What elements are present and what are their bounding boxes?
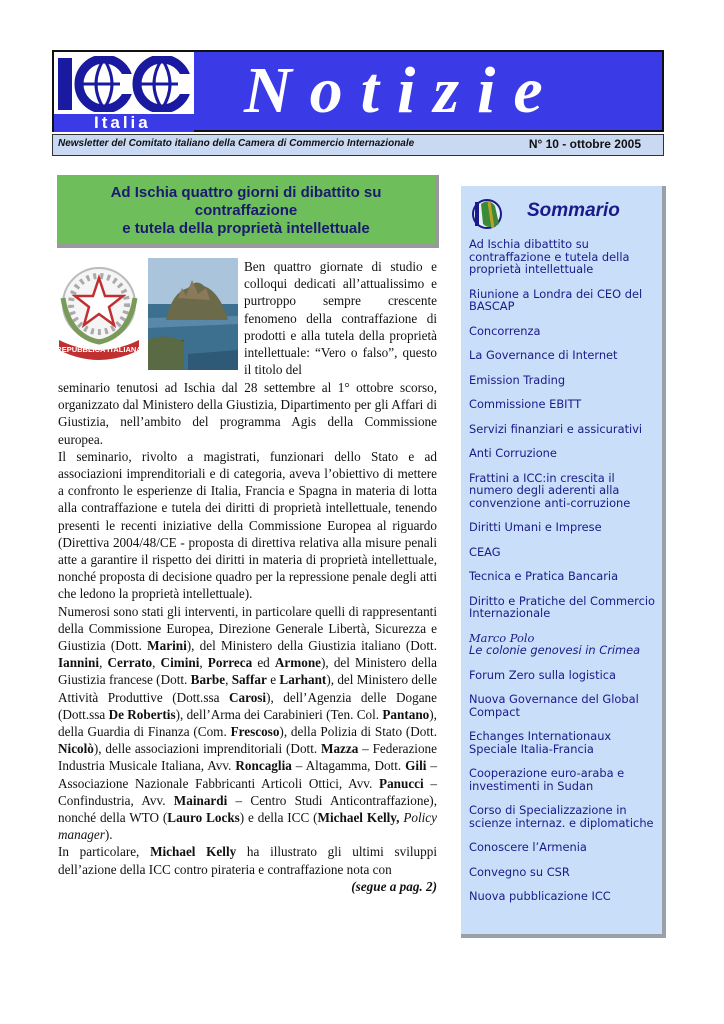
- emblem-ribbon-text: REPUBBLICA ITALIANA: [56, 345, 142, 354]
- toc-item[interactable]: Emission Trading: [469, 372, 566, 387]
- text-run: ,: [225, 672, 232, 688]
- headline-line-2: contraffazione: [194, 202, 298, 219]
- toc-item[interactable]: Marco Polo Le colonie genovesi in Crimea: [469, 632, 659, 657]
- article-paragraph-2: Il seminario, rivolto a magistrati, funzionari dello Stato e ad associazioni imprenditoriali e di categoria, aveva l’obiettivo di mettere a confronto le esperienze di Italia, Francia e Spagna in materia di lotta alla contraffazione e tutela dei diritti di proprietà intellettuale, tenendo presenti le recenti iniziative della Commissione Europea al riguardo (Direttiva 2004/48/CE - proposta di direttiva relativa alla misure penali atte a garantire il rispetto dei diritti in materia di proprietà intellettuale, nonché proposta di decisione quadro per la repressione penale degli atti che ledono la proprietà intellettuale).: [58, 448, 437, 602]
- bold-name: Barbe: [190, 672, 226, 688]
- issue-number: N° 10 - ottobre 2005: [528, 137, 641, 151]
- text-run: ,: [152, 655, 161, 671]
- article-headline: [57, 175, 439, 248]
- bold-name: Panucci: [379, 775, 424, 791]
- toc-item[interactable]: Convegno su CSR: [469, 864, 570, 879]
- headline-line-1: Ad Ischia quattro giorni di dibattito su: [110, 184, 382, 201]
- bold-name: Porreca: [207, 655, 253, 671]
- text-run: – Centro Studi Anticontraffazione), nonché della WTO (: [58, 792, 437, 826]
- article-intro-text: Ben quattro giornate di studio e colloqui dedicati all’attualissimo e purtroppo sempre crescente fenomeno della contraffazione di prodotti e alla tutela della proprietà intellettuale: “Vero o falso”, questo il titolo del: [244, 259, 437, 378]
- ischia-photo: [148, 258, 238, 370]
- newsletter-title: Notizie: [244, 54, 561, 127]
- bold-name: Cerrato: [107, 655, 153, 671]
- text-run: ), del Ministero della Giustizia italiano (Dott.: [186, 638, 437, 654]
- text-run: – Altagamma, Dott.: [291, 758, 406, 774]
- toc-item[interactable]: Commissione EBITT: [469, 397, 582, 411]
- newsletter-label: Newsletter del Comitato italiano della Camera di Commercio Internazionale: [58, 138, 415, 149]
- continued-link[interactable]: (segue a pag. 2): [351, 878, 437, 894]
- toc-item[interactable]: Conoscere l’Armenia: [469, 840, 587, 854]
- bold-name: Michael Kelly,: [317, 810, 400, 826]
- bold-name: Marini: [147, 638, 187, 654]
- toc-item[interactable]: Anti Corruzione: [469, 446, 557, 460]
- bold-name: De Robertis: [108, 706, 176, 722]
- toc-item[interactable]: Diritto e Pratiche del Commercio Internazionale: [469, 593, 655, 620]
- text-run: – Federazione Industria Musicale Italiana, Avv.: [58, 741, 438, 774]
- bold-name: Frescoso: [230, 724, 280, 740]
- text-run: ), dell’Agenzia delle Dogane (Dott.ssa: [58, 689, 437, 722]
- icc-logo-icon: [58, 56, 192, 112]
- text-run: ha illustrato gli ultimi sviluppi dell’azione della ICC contro pirateria e contraffazione nota con: [58, 844, 437, 877]
- toc-item[interactable]: Corso di Specializzazione in scienze internaz. e diplomatiche: [469, 803, 654, 830]
- text-run: ) e della ICC (: [239, 810, 318, 826]
- bold-name: Cimini: [160, 655, 200, 671]
- toc-list: [469, 238, 659, 915]
- text-run: – Associazione Nazionale Fabbricanti Articoli Ottici, Avv.: [58, 758, 437, 791]
- italic-text: Policy manager: [58, 810, 437, 843]
- toc-item[interactable]: Nuova Governance del Global Compact: [469, 692, 639, 719]
- bold-name: Michael Kelly: [150, 844, 237, 860]
- toc-item[interactable]: Nuova pubblicazione ICC: [469, 889, 611, 903]
- bold-name: Carosi: [228, 689, 267, 705]
- bold-name: Armone: [274, 655, 322, 671]
- text-run: ), dell’Arma dei Carabinieri (Ten. Col.: [175, 706, 383, 722]
- logo-country: Italia: [54, 114, 194, 132]
- toc-item[interactable]: CEAG: [469, 544, 501, 559]
- text-run: ), del Ministero della Giustizia francese (Dott.: [58, 655, 438, 688]
- bold-name: Larhant: [279, 672, 327, 688]
- ischia-castle-image: [148, 258, 238, 370]
- icc-logo: [54, 52, 194, 130]
- article-paragraph-1: seminario tenutosi ad Ischia dal 28 settembre al 1° ottobre scorso, organizzato dal Ministero della Giustizia, Dipartimento per gli Affari di Giustizia, nell’ambito del programma Agis della Commissione europea.: [58, 380, 437, 447]
- toc-item[interactable]: La Governance di Internet: [469, 348, 618, 362]
- toc-item-subtitle: Le colonie genovesi in Crimea: [469, 643, 641, 657]
- toc-item[interactable]: Echanges Internationaux Speciale Italia-Francia: [469, 729, 612, 756]
- subtitle-bar: [52, 134, 664, 156]
- text-run: ,: [199, 655, 208, 671]
- text-run: ).: [104, 827, 113, 843]
- article-paragraph-4: [58, 843, 437, 877]
- table-of-contents: [461, 186, 666, 938]
- text-run: ), della Guardia di Finanza (Com.: [58, 706, 437, 740]
- text-run: ed: [252, 655, 275, 671]
- italian-republic-emblem: [55, 258, 143, 362]
- masthead: [52, 50, 664, 132]
- toc-item[interactable]: Frattini a ICC:in crescita il numero degli aderenti alla convenzione anti-corruzione: [469, 470, 631, 510]
- toc-item[interactable]: Ad Ischia dibattito su contraffazione e tutela della proprietà intellettuale: [469, 237, 630, 276]
- text-run: ), delle associazioni imprenditoriali (Dott.: [93, 741, 321, 757]
- toc-item[interactable]: Servizi finanziari e assicurativi: [469, 421, 643, 436]
- icc-small-logo-icon: [469, 194, 505, 234]
- bold-name: Saffar: [231, 672, 267, 688]
- bold-name: Gili: [405, 758, 427, 774]
- toc-item[interactable]: Riunione a Londra dei CEO del BASCAP: [469, 286, 643, 313]
- article-body: [58, 379, 437, 895]
- bold-name: Roncaglia: [235, 758, 292, 774]
- sommario-title: Sommario: [527, 200, 620, 221]
- toc-item[interactable]: Diritti Umani e Imprese: [469, 520, 602, 534]
- bold-name: Mazza: [321, 741, 359, 757]
- bold-name: Lauro Locks: [167, 810, 240, 826]
- toc-item[interactable]: Concorrenza: [469, 323, 541, 338]
- text-run: ,: [99, 655, 108, 671]
- toc-item[interactable]: Cooperazione euro-araba e investimenti in Sudan: [469, 766, 625, 793]
- text-run: In particolare,: [58, 844, 151, 860]
- bold-name: Pantano: [382, 706, 430, 722]
- headline-line-3: e tutela della proprietà intellettuale: [122, 220, 370, 237]
- bold-name: Iannini: [58, 655, 100, 671]
- text-run: Numerosi sono stati gli interventi, in particolare quelli di rappresentanti della Commissione Europea, Direzione Generale Libertà, Sicurezza e Giustizia (Dott.: [58, 603, 437, 654]
- bold-name: Nicolò: [58, 741, 94, 757]
- toc-item[interactable]: Forum Zero sulla logistica: [469, 667, 616, 682]
- article-intro-column: [244, 258, 437, 378]
- bold-name: Mainardi: [173, 792, 228, 808]
- text-run: ), del Ministero delle Attività Produttive (Dott.ssa: [58, 672, 438, 705]
- text-run: e: [266, 672, 280, 688]
- text-run: – Confindustria, Avv.: [58, 775, 437, 808]
- article-paragraph-3: [58, 603, 437, 844]
- text-run: ), della Polizia di Stato (Dott.: [279, 724, 437, 740]
- toc-item[interactable]: Tecnica e Pratica Bancaria: [469, 569, 619, 583]
